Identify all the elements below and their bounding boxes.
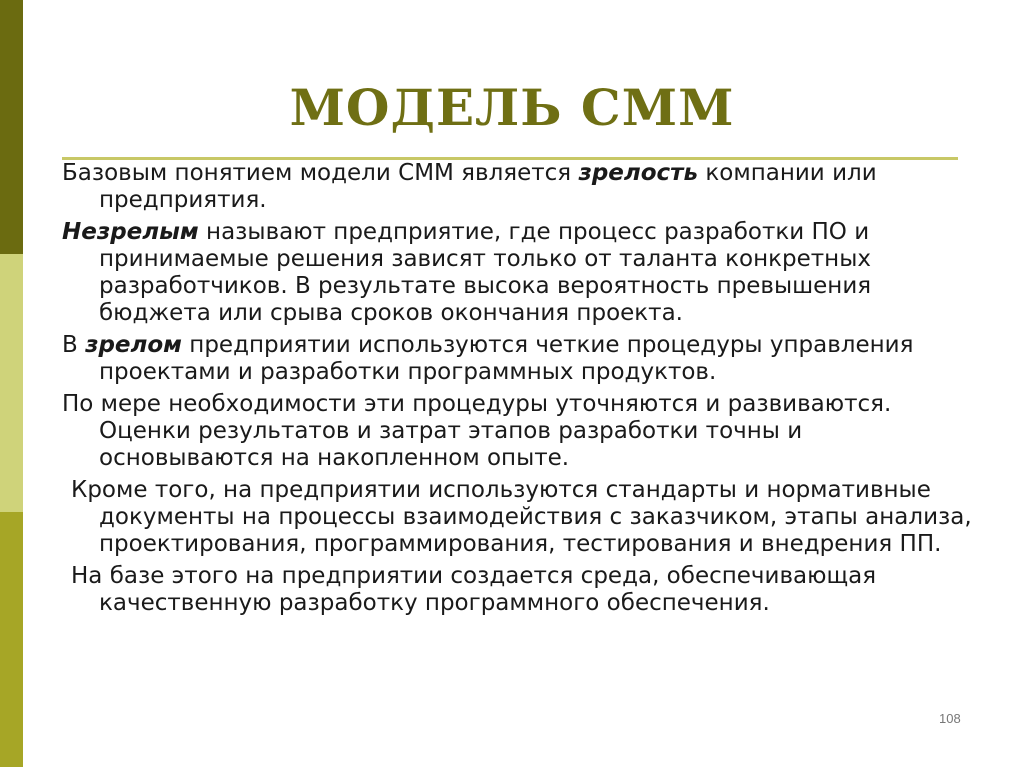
paragraph-immature bbox=[62, 219, 982, 327]
paragraph-text: В bbox=[62, 332, 86, 358]
side-bar-segment-mid bbox=[0, 512, 23, 767]
page-number: 108 bbox=[939, 711, 961, 726]
paragraph-text: называют предприятие, где процесс разработки ПО и принимаемые решения зависят только от таланта конкретных разработчиков. В результате высока вероятность превышения бюджета или срыва сроков окончания проекта. bbox=[99, 219, 872, 326]
emphasis-text: Незрелым bbox=[62, 219, 199, 245]
paragraph-maturity-definition bbox=[62, 160, 982, 214]
slide-title: МОДЕЛЬ СММ bbox=[289, 78, 735, 137]
emphasis-text: зрелом bbox=[85, 332, 182, 358]
slide-body bbox=[62, 160, 982, 622]
paragraph-text: Базовым понятием модели СММ является bbox=[62, 160, 579, 186]
emphasis-text: зрелость bbox=[578, 160, 699, 186]
side-bar-segment-light bbox=[0, 254, 23, 512]
paragraph-mature bbox=[62, 332, 982, 386]
paragraph-text: предприятии используются четкие процедуры управления проектами и разработки программных продуктов. bbox=[99, 332, 914, 385]
paragraph-standards: Кроме того, на предприятии используются стандарты и нормативные документы на процессы взаимодействия с заказчиком, этапы анализа, проектирования, программирования, тестирования и внедрения ПП. bbox=[71, 477, 972, 557]
paragraph-procedures: По мере необходимости эти процедуры уточняются и развиваются. Оценки результатов и затрат этапов разработки точны и основываются на накопленном опыте. bbox=[62, 391, 892, 471]
paragraph-text: компании или предприятия. bbox=[99, 160, 877, 213]
paragraph-environment: На базе этого на предприятии создается среда, обеспечивающая качественную разработку программного обеспечения. bbox=[71, 563, 877, 616]
